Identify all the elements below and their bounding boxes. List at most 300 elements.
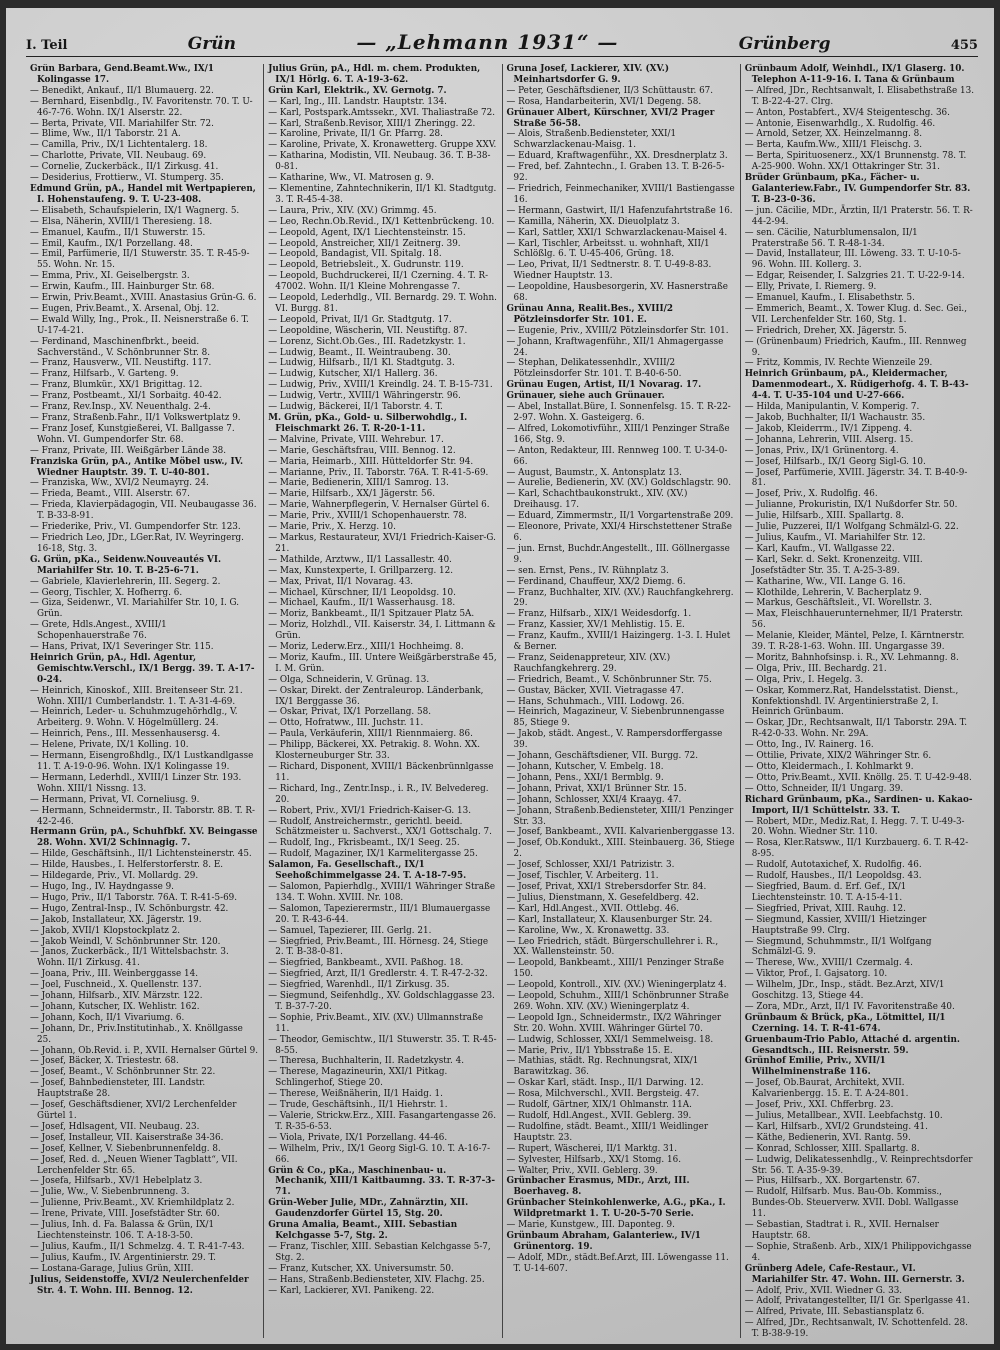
directory-entry: — Emil, Parfümerie, II/1 Stuwerstr. 35. T. R-45-9-55. Wohn. Nr. 15. [30,249,250,271]
directory-entry: — Valerie, Strickw.Erz., XIII. Fasangartengasse 26. T. R-35-6-53. [268,1111,497,1132]
directory-entry: — Karl, Lackierer, XVI. Panikeng. 22. [268,1285,435,1296]
directory-entry: — Fritz, Kommis, IV. Rechte Wienzeile 29. [744,358,933,369]
directory-entry: — Franz, Postbeamt., XI/1 Sorbaitg. 40-42. [30,391,222,402]
directory-entry: Gruenbaum-Trio Pablo, Attaché d. argentin. Gesandtsch., III. Reisnerstr. 59. [744,1034,960,1056]
directory-entry: — Julius, Dienstmann, X. Gesefeldberg. 42. [506,892,699,903]
directory-entry: — Hans, Privat, IX/1 Severinger Str. 115. [30,642,214,653]
directory-entry: — Giza, Seidenwr., VI. Mariahilfer Str. 10, I. G. Grün. [30,598,240,620]
directory-entry: — Berta, Spirituosenerz., XX/1 Brunnenstg. 78. T. A-25-900. Wohn. XX/1 Ottakringer Str. 31. [744,151,967,173]
directory-entry: — Frieda, Beamt., VIII. Alserstr. 67. [30,489,190,500]
directory-entry: — Josef, Hdlsagent, VII. Neubaug. 23. [30,1121,200,1132]
directory-entry: Gruna Amalia, Beamt., XIII. Sebastian Kelchgasse 5-7, Stg. 2. [268,1220,458,1241]
directory-entry: — Leopoldine, Wäscherin, VII. Neustiftg. 87. [268,325,468,336]
directory-entry: Grünberg Adele, Cafe-Restaur., VI. Mariahilfer Str. 47. Wohn. III. Gernerstr. 3. [744,1263,965,1285]
directory-entry: — Oskar Karl, städt. Insp., II/1 Darwing. 12. [506,1078,704,1089]
directory-entry: Grün-Weber Julie, MDr., Zahnärztin, XII. Gaudenzdorfer Gürtel 15, Stg. 20. [268,1198,469,1220]
directory-entry: — Cornelie, Zuckerbäck., II/1 Zirkusg. 41. [30,162,219,173]
directory-entry: — Josef, Hilfsarb., IX/1 Georg Sigl-G. 10. [744,456,926,467]
directory-entry: Grünauer Albert, Kürschner, XVI/2 Prager Straße 56-58. [506,107,715,129]
directory-entry: — Trude, Geschäftsinh., II/1 Hiehrstr. 1. [268,1100,448,1111]
directory-entry: — Rosa, Handarbeiterin, XVI/1 Degeng. 58. [506,96,702,107]
directory-entry: — Leopold, Lederhdlg., VII. Bernardg. 29. T. Wohn. VI. Burgg. 81. [268,293,497,314]
directory-entry: — Zora, MDr., Arzt, II/1 IV. Favoritenstraße 40. [744,1001,955,1012]
directory-entry: — Ferdinand, Chauffeur, XX/2 Diemg. 6. [506,576,686,587]
directory-entry: — Franziska, Ww., XVI/2 Neumayrg. 24. [30,478,209,489]
directory-entry: — Leopold, Bankbeamt., XIII/1 Penzinger Straße 150. [506,958,724,980]
directory-entry: — Ewald Willy, Ing., Prok., II. Neisnerstraße 6. T. U-17-4-21. [30,314,249,336]
directory-entry: — Ferdinand, Maschinenfbrkt., beeid. Sachverständ., V. Schönbrunner Str. 8. [30,336,211,358]
directory-entry: — Eugenie, Priv., XVIII/2 Pötzleinsdorfer Str. 101. [506,325,729,336]
directory-entry: — Janos, Zuckerbäck., II/1 Wittelsbachstr. 3. Wohn. II/1 Zirkusg. 41. [30,947,229,969]
directory-entry: — Siegmund, Kassier, XVIII/1 Hietzinger Hauptstraße 99. Clrg. [744,914,927,936]
directory-entry: — Marie, Priv., II/1 Ybbsstraße 15. E. [506,1045,673,1056]
directory-entry: — Friedrich, Dreher, XX. Jägerstr. 5. [744,325,907,336]
directory-entry: — Ludwig, Priv., XVIII/1 Kreindlg. 24. T. B-15-731. [268,380,493,391]
directory-entry: — Julius, Kaufm., II/1 Schmelzg. 4. T. R-41-7-43. [30,1241,245,1252]
header-title: — „Lehmann 1931“ — [356,30,619,54]
directory-entry: — Hans, Straßenb.Bediensteter, XIV. Flachg. 25. [268,1274,485,1285]
directory-entry: Grünhof Emilie, Priv., XVII/1 Wilhelminenstraße 116. [744,1056,886,1078]
directory-entry: — Mathilde, Arztww., II/1 Lassallestr. 40. [268,554,452,565]
column-4 [740,64,978,1338]
directory-entry: — Hilde, Geschäftsinh., II/1 Lichtensteinerstr. 45. [30,849,252,860]
directory-entry: — Franz, Hilfsarb., V. Garteng. 9. [30,369,179,380]
directory-entry: — Katharina, Modistin, VII. Neubaug. 36. T. B-38-0-81. [268,151,491,173]
directory-entry: — Moriz, Lederw.Erz., XIII/1 Hochheimg. 8. [268,642,464,653]
directory-entry: — Hilde, Hausbes., I. Helferstorferstr. 8. E. [30,860,224,871]
directory-entry: — Julie, Hilfsarb., XIII. Spallartg. 8. [744,511,904,522]
directory-entry: — Anton, Redakteur, III. Rennweg 100. T. U-34-0-66. [506,445,728,467]
directory-entry: — Heinrich, Kinoskof., XIII. Breitenseer Str. 21. Wohn. XIII/1 Cumberlandstr. 1. T. A-31-4-69. [30,685,243,707]
page-number: 455 [950,38,978,53]
directory-entry: — Hermann, Privat, VI. Corneliusg. 9. [30,794,200,805]
directory-entry: — Moriz, Holzhdl., VII. Kaiserstr. 34, I. Littmann & Grün. [268,620,496,642]
directory-entry: — Peter, Geschäftsdiener, II/3 Schüttaustr. 67. [506,85,714,96]
directory-entry: — Leopold, Kontroll., XIV. (XV.) Wieningerplatz 4. [506,980,727,991]
directory-entry: — Hugo, Priv., II/1 Taborstr. 76A. T. R-41-5-69. [30,892,238,903]
directory-entry: — Josef, Priv., X. Rudolfig. 46. [744,489,878,500]
directory-entry: Heinrich Grün, pA., Hdl. Agentur, Gemischtw.Verschl., IX/1 Bergg. 39. T. A-17-0-24. [30,652,255,685]
directory-entry: — Johann, Schlosser, XXI/4 Kraayg. 47. [506,794,682,805]
directory-entry: — Eduard, Kraftwagenführ., XX. Dresdnerplatz 3. [506,151,728,162]
directory-entry: Grün Barbara, Gend.Beamt.Ww., IX/1 Kolingasse 17. [30,64,214,85]
directory-entry: — Eleonore, Private, XXI/4 Hirschstettener Straße 6. [506,522,732,543]
directory-entry: — Klementine, Zahntechnikerin, II/1 Kl. Stadtgutg. 3. T. R-45-4-38. [268,183,497,205]
directory-entry: — Therese, Magazineurin, XXI/1 Pitkag. Schlingerhof, Stiege 20. [268,1067,448,1089]
directory-entry: — Johann, Privat, XXI/1 Brünner Str. 15. [506,783,687,794]
directory-entry: — Rudolf, Ing., Fkrisbeamt., IX/1 Seeg. 25. [268,838,460,849]
directory-entry: — Marie, Geschäftsfrau, VIII. Bennog. 12. [268,445,456,456]
directory-entry: — Julius, Kaufm., IV. Argentinierstr. 29. T. [30,1252,216,1263]
directory-entry: — Rudolfine, städt. Beamt., XIII/1 Weidlinger Hauptstr. 23. [506,1121,709,1143]
directory-entry: — August, Baumstr., X. Antonsplatz 13. [506,467,682,478]
directory-entry: — Pius, Hilfsarb., XX. Borgartenstr. 67. [744,1176,920,1187]
directory-entry: — Friedrich, Beamt., V. Schönbrunner Str. 75. [506,674,712,685]
directory-entry: — Anton, Postabfert., XV/4 Steigenteschg. 36. [744,107,950,118]
directory-entry: — Rudolf, Magaziner, IX/1 Karmelitergasse 25. [268,849,478,860]
directory-entry: — Leo Friedrich, städt. Bürgerschullehrer i. R., XX. Wallensteinstr. 50. [506,936,719,958]
directory-entry: — Markus, Restaurateur, XVI/1 Friedrich-Kaiser-G. 21. [268,532,496,554]
directory-entry: — Marie, Wahnerpflegerin, V. Hernalser Gürtel 6. [268,500,490,511]
directory-entry: — Georg, Tischler, X. Hofherrg. 6. [30,587,183,598]
directory-entry: — Franz, Rev.Insp., XV. Neuenthalg. 2-4. [30,402,211,413]
directory-entry: — Emanuel, Kaufm., I. Elisabethstr. 5. [744,293,915,304]
directory-entry: — Rudolf, Hausbes., II/1 Leopoldsg. 43. [744,871,922,882]
directory-entry: — Malvine, Private, VIII. Wehrebur. 17. [268,434,444,445]
directory-entry: — Hugo, Ing., IV. Haydngasse 9. [30,881,174,892]
directory-entry: — Fred, bef. Zahntechn., I. Graben 13. T. B-26-5-92. [506,162,725,184]
directory-entry: — Therese, Weißnäherin, II/1 Haidg. 1. [268,1089,443,1100]
directory-entry: — Leopold, Betriebsleit., X. Gudrunstr. 119. [268,260,464,271]
directory-entry: — Antonie, Eisenwarhdlg., X. Rudolfig. 46. [744,118,936,129]
directory-entry: — Joana, Priv., III. Weinberggasse 14. [30,969,199,980]
directory-entry: — Adolf, MDr., städt.Bef.Arzt, III. Löwengasse 11. T. U-14-607. [506,1252,729,1274]
directory-entry: — Franz, Buchhalter, XIV. (XV.) Rauchfangkehrerg. 29. [506,587,734,609]
directory-entry: Brüder Grünbaum, pKa., Fächer- u. Galanteriew.Fabr., IV. Gumpendorfer Str. 83. T. B-23-0-36. [744,173,971,205]
directory-entry: — Johann, Hilfsarb., XIV. Märzstr. 122. [30,991,203,1002]
directory-entry: — Emmerich, Beamt., X. Tower Klug. d. Sec. Gei., VII. Lerchenfelder Str. 160, Stg. 1. [744,303,967,325]
directory-entry: — Desiderius, Frottierw., VI. Stumperg. 35. [30,173,224,184]
directory-entry: — Siegmund, Seifenhdlg., XV. Goldschlaggasse 23. T. B-37-7-20. [268,991,495,1012]
directory-entry: — Eduard, Zimmermstr., II/1 Vorgartenstraße 209. [506,511,734,522]
directory-entry: — Alois, Straßenb.Bediensteter, XXI/1 Schwarzlackenau-Maisg. 1. [506,129,677,151]
directory-entry: — Josef, Privat, XXI/1 Strebersdorfer Str. 84. [506,881,707,892]
directory-entry: — Josef, Priv., XXI. Chfferbrg. 23. [744,1100,894,1111]
directory-entry: — Friederike, Priv., VI. Gumpendorfer Str. 123. [30,522,241,533]
directory-entry: — Marie, Priv., X. Herzg. 10. [268,522,396,533]
directory-entry: — Julius, Metallbear., XVII. Leebfachstg. 10. [744,1111,943,1121]
directory-entry: — Erwin, Priv.Beamt., XVIII. Anastasius Grün-G. 6. [30,293,257,304]
directory-entry: — Johann, Geschäftsdiener, VII. Burgg. 72. [506,751,699,762]
directory-entry: — Leopoldine, Hausbesorgerin, XV. Hasnerstraße 68. [506,282,728,304]
directory-entry: — Theresa, Buchhalterin, II. Radetzkystr. 4. [268,1056,465,1067]
directory-entry: — Richard, Ing., Zentr.Insp., i. R., IV. Belvedereg. 20. [268,783,489,805]
directory-entry: — Johann, Kraftwagenführ., XII/1 Ahmagergasse 24. [506,336,724,358]
directory-entry: — Eugen, Priv.Beamt., X. Arsenal, Obj. 12. [30,303,220,314]
directory-entry: — Josef, Installeur, VII. Kaiserstraße 34-36. [30,1132,224,1143]
directory-entry: — Otto, Kleidermach., I. Kohlmarkt 9. [744,762,914,772]
directory-entry: — Hermann, Eisengroßhdlg., IX/1 Lustkandlgasse 11. T. A-19-0-96. Wohn. IX/1 Kolingasse 19. [30,751,254,772]
directory-entry: — Konrad, Schlosser, XIII. Spallartg. 8. [744,1143,920,1154]
directory-entry: Hermann Grün, pA., Schuhfbkf. XV. Beingasse 28. Wohn. XVI/2 Schinnagig. 7. [30,827,258,849]
directory-entry: — Jakob, Buchhalter, II/1 Wachaustr. 35. [744,413,926,423]
directory-entry: — Ludwig, Beamt., II. Weintraubeng. 30. [268,347,451,358]
directory-entry: — Gustav, Bäcker, XVII. Vietragasse 47. [506,685,684,696]
directory-entry: — Maria, Heimarb., XIII. Hütteldorfer Str. 94. [268,456,474,467]
directory-entry: G. Grün, pKa., Seidenw.Nouveautés VI. Mariahilfer Str. 10. T. B-25-6-71. [30,554,222,576]
directory-entry: — Marie, Bedienerin, XIII/1 Samrog. 13. [268,478,449,489]
directory-entry: — Salomon, Papierhdlg., XVIII/1 Währinger Straße 134. T. Wohn. XVIII. Nr. 108. [268,881,496,903]
directory-entry: — Karl, Straßenb.Revisor, XIII/1 Zheringg. 22. [268,118,476,129]
directory-entry: — Heinrich, Leder- u. Schuhmzugehörhdlg., V. Arbeiterg. 9. Wohn. V. Högelmüllerg. 24. [30,707,238,729]
directory-entry: — Franz, Kutscher, XX. Universumstr. 50. [268,1263,454,1274]
directory-entry: — Franz, Seidenappreteur, XIV. (XV.) Rauchfangkehrerg. 29. [506,652,671,674]
directory-entry: — Karl, Ing., III. Landstr. Hauptstr. 134. [268,96,447,107]
directory-entry: — Michael, Kaufm., II/1 Wasserhausg. 18. [268,598,456,609]
directory-entry: — Walter, Priv., XVII. Geblerg. 39. [506,1165,658,1176]
directory-entry: — Josef, Bahnbediensteter, III. Landstr. Hauptstraße 28. [30,1078,206,1100]
directory-entry: — Karoline, Private, X. Kronawetterg. Gruppe XXV. [268,140,497,151]
column-3 [502,64,740,1338]
directory-entry: — Siegfried, Bankbeamt., XVII. Paßhog. 18. [268,958,464,969]
directory-entry: — Marie, Hilfsarb., XX/1 Jägerstr. 56. [268,489,436,500]
directory-entry: — sen. Ernst, Pens., IV. Rühnplatz 3. [506,565,669,576]
directory-entry: — Philipp, Bäckerei, XX. Petrakig. 8. Wohn. XX. Klosterneuburger Str. 33. [268,740,481,762]
directory-entry: — Karl, Schachtbaukonstrukt., XIV. (XV.) Dreihausg. 17. [506,489,688,511]
directory-entry: Grün & Co., pKa., Maschinenbau- u. Mechanik, XIII/1 Kaitbaumng. 33. T. R-37-3-71. [268,1165,496,1198]
directory-entry: — Jonas, Priv., IX/1 Grünentorg. 4. [744,445,899,456]
directory-entry: — Rosa, Kler.Ratsww., II/1 Kurzbauerg. 6. T. R-42-8-95. [744,838,969,860]
directory-entry: — Joel, Fuschneid., X. Quellenstr. 137. [30,980,202,991]
directory-entry: — Hilda, Manipulantin, V. Komperig. 7. [744,402,920,413]
directory-entry: — Emanuel, Kaufm., II/1 Stuwerstr. 15. [30,227,206,238]
directory-entry: Edmund Grün, pA., Handel mit Wertpapieren, I. Hohenstaufeng. 9. T. U-23-408. [30,183,256,205]
directory-entry: — Aurelie, Bedienerin, XV. (XV.) Goldschlagstr. 90. [506,478,732,489]
directory-entry: — Elly, Private, I. Riemerg. 9. [744,282,877,293]
directory-entry: — Julius, Inh. d. Fa. Balassa & Grün, IX/1 Liechtensteinstr. 106. T. A-18-3-50. [30,1220,215,1241]
directory-entry: — Rudolf, Hdl.Angest., XVII. Geblerg. 39. [506,1111,692,1121]
directory-entry: — Leopold, Buchdruckerei, II/1 Czerning. 4. T. R-47002. Wohn. II/1 Kleine Mohrengasse 7. [268,271,489,293]
directory-entry: — Samuel, Tapezierer, III. Gerlg. 21. [268,925,432,936]
directory-entry: — Ludwig, Kutscher, XI/1 Hallerg. 36. [268,369,438,380]
directory-entry: — Karoline, Private, II/1 Gr. Pfarrg. 28. [268,129,443,140]
directory-entry: — Camilla, Priv., IX/1 Lichtentalerg. 18. [30,140,208,151]
directory-entry: — Franz Josef, Kunstgießerei, VI. Ballgasse 7. Wohn. VI. Gumpendorfer Str. 68. [30,423,235,445]
directory-entry: Richard Grünbaum, pKa., Sardinen- u. Kakao-Import, II/1 Schüttelstr. 33. T. [744,794,973,816]
directory-entry: — Heinrich, Pens., III. Messenhausersg. 4. [30,729,221,740]
directory-entry: — Otto, Priv.Beamt., XVII. Knöllg. 25. T. U-42-9-48. [744,772,972,783]
header-right-name: Grünberg [738,34,831,54]
directory-entry: — Olga, Priv., I. Hegelg. 3. [744,674,864,685]
directory-entry: — Markus, Geschäftsleit., VI. Worellstr. 3. [744,598,933,609]
directory-entry: — Jakob, städt. Angest., V. Rampersdorffergasse 39. [506,729,723,751]
directory-entry: — Friedrich, Feinmechaniker, XVIII/1 Bastiengasse 16. [506,183,735,205]
directory-entry: Grünau Anna, Realit.Bes., XVIII/2 Pötzleinsdorfer Str. 101. E. [506,303,673,325]
directory-entry: — Ludwig, Schlosser, XXI/1 Semmelweisg. 18. [506,1034,714,1045]
directory-entry: — Karl, Hdl.Angest., XVII. Ottlebg. 46. [506,903,680,914]
directory-entry: — jun. Ernst, Buchdr.Angestellt., III. Göllnergasse 9. [506,543,730,565]
directory-entry: — Marianne, Priv., II. Taborstr. 76A. T. R-41-5-69. [268,467,489,478]
directory-entry: — Jakob, Kleiderrm., IV/1 Zippeng. 4. [744,423,913,434]
directory-entry: — Blime, Ww., II/1 Taborstr. 21 A. [30,129,181,140]
directory-entry: — Viktor, Prof., I. Gajsatorg. 10. [744,969,888,980]
directory-entry: — Oskar, JDr., Rechtsanwalt, II/1 Taborstr. 29A. T. R-42-0-33. Wohn. Nr. 29A. [744,718,968,740]
directory-entry: — David, Installateur, III. Löweng. 33. T. U-10-5-96. Wohn. III. Kollerg. 3. [744,249,961,271]
directory-entry: — Sebastian, Stadtrat i. R., XVII. Hernalser Hauptstr. 68. [744,1220,939,1241]
directory-entry: Heinrich Grünbaum, pA., Kleidermacher, Damenmodeart., X. Rüdigerhofg. 4. T. B-43-4-4. T. U-35-104 und U-27-666. [744,369,969,402]
directory-entry: — Otto, Schneider, II/1 Ungarg. 39. [744,783,904,794]
directory-entry: — Ottilie, Private, XIX/2 Währinger Str. 6. [744,751,932,762]
directory-entry: — Marie, Priv., XVIII/1 Schopenhauerstr. 78. [268,511,467,522]
page-header [26,30,978,57]
directory-entry: — Leo, Privat, II/1 Sedtnerstr. 8. T. U-49-8-83. Wiedner Hauptstr. 13. [506,260,712,282]
directory-entry: — Viola, Private, IX/1 Porzellang. 44-46. [268,1132,448,1143]
directory-entry: — Julianne, Prokuristin, IX/1 Nußdorfer Str. 50. [744,500,958,511]
directory-entry: — Johann, Ob.Revid. i. P., XVII. Hernalser Gürtel 9. [30,1045,258,1056]
directory-entry: — Leopold, Anstreicher, XII/1 Zeitnerg. 39. [268,238,461,249]
directory-entry: — Kamilla, Näherin, XX. Dieuolplatz 3. [506,216,680,227]
directory-entry: — Erwin, Kaufm., III. Hainburger Str. 68. [30,282,215,293]
directory-entry: — Wilhelm, Priv., IX/1 Georg Sigl-G. 10. T. A-16-7-66. [268,1143,491,1165]
directory-entry: — Jakob Weindl, V. Schönbrunner Str. 120. [30,936,221,947]
directory-entry: Grünbacher Erasmus, MDr., Arzt, III. Boerhaveg. 8. [506,1176,690,1198]
header-left-name: Grün [187,34,236,54]
directory-entry: — Robert, Priv., XVI/1 Friedrich-Kaiser-G. 13. [268,805,471,816]
directory-entry: — Lostana-Garage, Julius Grün, XIII. [30,1263,194,1274]
directory-entry: — Otto, Hofratww., III. Juchstr. 11. [268,718,424,729]
directory-entry: — Josef, Kellner, V. Siebenbrunnenfeldg. 8. [30,1143,221,1154]
directory-entry: — Karl, Hilfsarb., XVI/2 Grundsteing. 41. [744,1121,928,1132]
directory-entry: — Alfred, Private, III. Sebastiansplatz 6. [744,1307,925,1318]
directory-entry: — Josef, Red. d. „Neuen Wiener Tagblatt“, VII. Lerchenfelder Str. 65. [30,1154,238,1176]
directory-entry: — Max, Privat, II/1 Novarag. 43. [268,576,414,587]
directory-entry: — Franz, Hausverw., VII. Neustiftg. 117. [30,358,212,369]
directory-entry: — Benedikt, Ankauf., II/1 Blumauerg. 22. [30,85,214,96]
directory-entry: — Melanie, Kleider, Mäntel, Pelze, I. Kärntnerstr. 39. T. R-28-1-63. Wohn. III. Ungargasse 39. [744,631,965,653]
directory-entry: — Rudolf, Hilfsarb. Mus. Bau-Ob. Kommiss., Bundes-Ob. Steuerverw. XVII. Dobl. Wallgasse 11. [744,1187,959,1220]
directory-entry: — Karl, Sattler, XXI/1 Schwarzlackenau-Maisel 4. [506,227,728,238]
directory-entry: — Robert, MDr., Mediz.Rat, I. Hegg. 7. T. U-49-3-20. Wohn. Wiedner Str. 110. [744,816,965,838]
directory-entry: — Ludwig, Bäckerei, II/1 Taborstr. 4. T. [268,402,443,413]
directory-entry: — Olga, Schneiderin, V. Grünag. 13. [268,674,430,685]
directory-entry: — Julienne, Priv.Beamt., XV. Kriemhildplatz 2. [30,1198,235,1209]
directory-entry: — Jakob, Installateur, XX. Jägerstr. 19. [30,914,202,925]
column-1 [26,64,263,1338]
directory-entry: — Alfred, Lokomotivführ., XIII/1 Penzinger Straße 166, Stg. 9. [506,423,730,445]
directory-entry: — Salomon, Tapezierermstr., III/1 Blumauergasse 20. T. R-43-6-44. [268,903,491,925]
directory-entry: — Richard, Disponent, XVIII/1 Bäckenbrünnlgasse 11. [268,762,494,783]
directory-entry: — Julie, Ww., V. Siebenbrunneng. 3. [30,1187,190,1198]
directory-entry: — Elsa, Näherin, XVIII/1 Theresieng. 18. [30,216,213,227]
directory-entry: — Franz, Tischler, XIII. Sebastian Kelchgasse 5-7, Stg. 2. [268,1241,491,1263]
directory-entry: — Johann, Koch, II/1 Vivariumg. 6. [30,1012,185,1023]
directory-entry: — Helene, Private, IX/1 Kolling. 10. [30,740,189,751]
directory-entry: — Josef, Ob.Baurat, Architekt, XVII. Kalvarienbergg. 15. E. T. A-24-801. [744,1078,909,1100]
directory-entry: — Siegfried, Privat, XIII. Rauhg. 12. [744,903,906,914]
directory-entry: — Rudolf, Autotaxichef, X. Rudolfig. 46. [744,860,922,871]
directory-entry: — Franz, Blumkür., XX/1 Brigittag. 12. [30,380,203,391]
directory-page [6,8,994,1344]
directory-entry: — Johann, Dr., Priv.Institutinhab., X. Knöllgasse 25. [30,1023,243,1045]
directory-entry: — Heinrich, Magazineur, V. Siebenbrunnengasse 85, Stiege 9. [506,707,725,729]
directory-entry: — Leopold, Schuhm., XIII/1 Schönbrunner Straße 269. Wohn. XIV. (XV.) Wieningerplatz 4. [506,991,729,1012]
directory-entry: — Edgar, Reisender, I. Salzgries 21. T. U-22-9-14. [744,271,965,282]
directory-entry: — Sophie, Straßenb. Arb., XIX/1 Philippovichgasse 4. [744,1241,972,1263]
directory-entry: Franziska Grün, pA., Antike Möbel usw., IV. Wiedner Hauptstr. 39. T. U-40-801. [30,456,244,478]
directory-entry: — Frieda, Klavierpädagogin, VII. Neubaugasse 36. T. B-33-8-91. [30,500,257,522]
directory-entry: — Siegfried, Baum. d. Erf. Gef., IX/1 Liechtensteinstr. 10. T. A-15-4-11. [744,881,907,903]
directory-entry: — Laura, Priv., XIV. (XV.) Grimmg. 45. [268,205,437,216]
directory-entry: — Arnold, Setzer, XX. Heinzelmanng. 8. [744,129,923,140]
directory-entry: Julius, Seidenstoffe, XVI/2 Neulerchenfelder Str. 4. T. Wohn. III. Bennog. 12. [30,1274,249,1296]
directory-entry: — Emil, Kaufm., IX/1 Porzellang. 48. [30,238,193,249]
directory-entry: — Moritz, Bahnhofsinsp. i. R., XV. Lehmanng. 8. [744,652,959,663]
directory-entry: — Josef, Beamt., V. Schönbrunner Str. 22. [30,1067,216,1078]
directory-entry: — Karoline, Ww., X. Kronawettg. 33. [506,925,670,936]
directory-entry: — Karl, Postspark.Amtssekr., XVI. Thaliastraße 72. [268,107,496,118]
directory-entry: Grünbaum & Brück, pKa., Lötmittel, II/1 Czerning. 14. T. R-41-674. [744,1012,946,1034]
directory-entry: — Franz, Private, III. Weißgärber Lände 38. [30,445,227,456]
directory-entry: — Ludwig, Delikatessenhdlg., V. Reinprechtsdorfer Str. 56. T. A-35-9-39. [744,1154,973,1176]
directory-entry: Grünbaum Abraham, Galanteriew., IV/1 Grünentorg. 19. [506,1230,701,1252]
directory-entry: — Johanna, Lehrerin, VIII. Alserg. 15. [744,434,914,445]
directory-entry: Grünbaum Adolf, Weinhdl., IX/1 Glaserg. 10. Telephon A-11-9-16. I. Tana & Grünbaum [744,64,965,85]
directory-entry: — Josef, Bankbeamt., XVII. Kalvarienberggasse 13. [506,827,735,838]
directory-entry: — Adolf, Priv., XVII. Wiedner G. 33. [744,1285,903,1296]
directory-entry: — Adolf, Privatangestellter, II/1 Gr. Sperlgasse 41. [744,1296,970,1307]
directory-entry: — Franz, Straßenb.Fahr., II/1 Volkswertplatz 9. [30,413,241,423]
directory-entry: Gruna Josef, Lackierer, XIV. (XV.) Meinhartsdorfer G. 9. [506,64,669,85]
directory-entry: — Lorenz, Sicht.Ob.Ges., III. Radetzkystr. 1. [268,336,466,347]
directory-entry: — Hermann, Gastwirt, II/1 Hafenzufahrtstraße 16. [506,205,733,216]
directory-entry: — Abel, Installat.Büre, I. Sonnenfelsg. 15. T. R-22-2-97. Wohn. X. Gasteigerg. 6. [506,402,731,423]
column-2 [263,64,501,1338]
directory-entry: — Charlotte, Private, VII. Neubaug. 69. [30,151,207,162]
directory-entry: — Karl, Tischler, Arbeitsst. u. wohnhaft, XII/1 Schlößlg. 6. T. U-45-406, Grüng. 18. [506,238,710,260]
directory-entry: — Katharine, Ww., VII. Lange G. 16. [744,576,906,587]
directory-entry: — Emma, Priv., XI. Geiselbergstr. 3. [30,271,190,282]
directory-entry: — Franz, Hilfsarb., XIX/1 Weidesdorfg. 1. [506,609,692,620]
directory-entry: — Johann, Straßenb.Bediensteter, XIII/1 Penzinger Str. 33. [506,805,734,827]
directory-entry: — Moriz, Bankbeamt., II/1 Spitzauer Platz 5A. [268,609,475,620]
directory-entry: — Leopold, Bandagist, VII. Spitalg. 18. [268,249,442,260]
directory-entry: — Michael, Kürschner, II/1 Leopoldsg. 10. [268,587,456,598]
directory-entry: — Siegfried, Priv.Beamt., III. Hörnesg. 24, Stiege 2. T. B-38-0-81. [268,936,489,958]
directory-entry: — Katharine, Ww., VI. Matrosen g. 9. [268,173,435,184]
directory-entry: — Karl, Sekr. d. Sekt. Kronenzeitg. VIII. Josefstädter Str. 35. T. A-25-3-89. [744,554,923,576]
directory-entry: — Olga, Priv., III. Bechardg. 21. [744,663,887,674]
directory-entry: — Oskar, Privat, IX/1 Porzellang. 58. [268,707,432,718]
directory-entry: — Oskar, Kommerz.Rat, Handelsstatist. Dienst., Konfektionshdl. IV. Argentinierstraße 2, I. Heinrich Grünbaum. [744,685,959,718]
directory-entry: — Wilhelm, JDr., Insp., städt. Bez.Arzt, XIV/1 Goschitzg. 13, Stiege 44. [744,980,945,1002]
directory-entry: — Klothilde, Lehrerin, V. Bacherplatz 9. [744,587,922,598]
directory-entry: — Julius, Kaufm., VI. Mariahilfer Str. 12. [744,532,926,543]
directory-entry: — Gabriele, Klavierlehrerin, III. Segerg. 2. [30,576,221,587]
directory-entry: — Josef, Bäcker, X. Triestestr. 68. [30,1056,179,1067]
directory-entry: — Stephan, Delikatessenhdlr., XVIII/2 Pötzleinsdorfer Str. 101. T. B-40-6-50. [506,358,682,380]
entry-columns [26,64,978,1338]
directory-entry: — Ludwig, Vertr., XVIII/1 Währingerstr. 96. [268,391,461,402]
directory-entry: — Josef, Geschäftsdiener, XVI/2 Lerchenfelder Gürtel 1. [30,1100,237,1121]
directory-entry: — Theodor, Gemischtw., II/1 Stuwerstr. 35. T. R-45-8-55. [268,1034,497,1056]
directory-entry: — Leopold Ign., Schneidermstr., IX/2 Währinger Str. 20. Wohn. XVIII. Währinger Gürtel 70. [506,1012,722,1034]
directory-entry: — Käthe, Bedienerin, XVI. Rantg. 59. [744,1132,911,1143]
directory-entry: — Sophie, Priv.Beamt., XIV. (XV.) Ullmannstraße 11. [268,1012,484,1034]
directory-entry: — Johann, Kutscher, V. Embelg. 18. [506,762,664,772]
directory-entry: — Josef, Tischler, V. Arbeiterg. 11. [506,871,659,882]
directory-entry: — Leopold, Privat, II/1 Gr. Stadtgutg. 17. [268,314,452,325]
directory-entry: — Karl, Installateur, X. Klausenburger Str. 24. [506,914,713,925]
directory-entry: Grün Karl, Elektrik., XV. Gernotg. 7. [268,85,447,96]
directory-entry: — Hildegarde, Priv., VI. Mollardg. 29. [30,871,199,882]
directory-entry: — Berta, Kaufm.Ww., XIII/1 Fleischg. 3. [744,140,923,151]
part-label: I. Teil [26,38,68,53]
directory-entry: — (Grünenbaum) Friedrich, Kaufm., III. Rennweg 9. [744,336,967,358]
directory-entry: — Oskar, Direkt. der Zentraleurop. Länderbank, IX/1 Berggasse 36. [268,685,484,707]
directory-entry: M. Grün, pKa., Gold- u. Silberwohdlg., I. Fleischmarkt 26. T. R-20-1-11. [268,413,468,434]
directory-entry: — Johann, Kutscher, IX. Wehlistr. 162. [30,1001,200,1012]
directory-entry: — Mathias, städt. Rg. Rechnungsrat, XIX/1 Barawitzkag. 36. [506,1056,699,1078]
directory-entry: — sen. Cäcilie, Naturblumensalon, II/1 Praterstraße 56. T. R-48-1-34. [744,227,918,249]
directory-entry: — Max, Fleischhauerunternehmer, II/1 Praterstr. 56. [744,609,964,631]
directory-entry: — Rosa, Milchverschl., XVII. Bergsteig. 47. [506,1089,700,1100]
directory-entry: — Johann, Pens., XXI/1 Bermblg. 9. [506,772,664,783]
directory-entry: — Hugo, Zentral-Insp., IV. Schönburgstr. 42. [30,903,229,914]
directory-entry: — Sylvester, Hilfsarb., XX/1 Stomg. 16. [506,1154,681,1165]
directory-entry: — Siegfried, Warenhdl., II/1 Zirkusg. 35. [268,980,450,991]
directory-entry: — Friedrich Leo, JDr., LGer.Rat, IV. Weyringerg. 16-18, Stg. 3. [30,532,244,554]
directory-entry: — Julie, Puzzerei, II/1 Wolfgang Schmälzl-G. 22. [744,522,959,533]
